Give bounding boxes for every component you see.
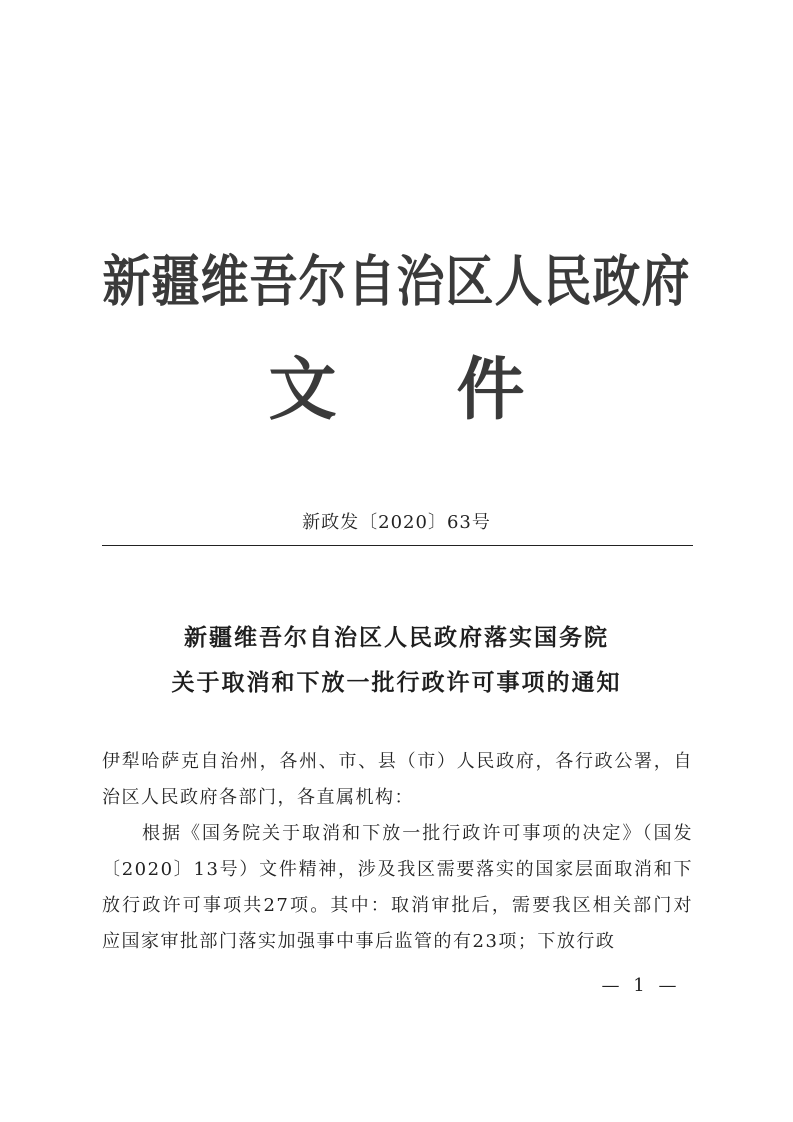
notice-title-line-2: 关于取消和下放一批行政许可事项的通知 <box>171 669 622 696</box>
page-number: — 1 — <box>601 975 681 996</box>
body-paragraph: 根据《国务院关于取消和下放一批行政许可事项的决定》（国发〔2020〕13号）文件精神，涉及我区需要落实的国家层面取消和下放行政许可事项共27项。其中：取消审批后，需要我区相关部门对应国家审批部门落实加强事中事后监管的有23项；下放行政 <box>102 823 693 952</box>
document-type-heading: 文件 <box>268 350 645 430</box>
notice-title-line-1: 新疆维吾尔自治区人民政府落实国务院 <box>184 624 609 651</box>
issuing-authority: 新疆维吾尔自治区人民政府 <box>102 249 691 315</box>
header-divider <box>102 545 693 546</box>
salutation: 伊犁哈萨克自治州，各州、市、县（市）人民政府，各行政公署，自治区人民政府各部门，各直属机构： <box>102 751 693 808</box>
document-number: 新政发〔2020〕63号 <box>302 512 491 533</box>
